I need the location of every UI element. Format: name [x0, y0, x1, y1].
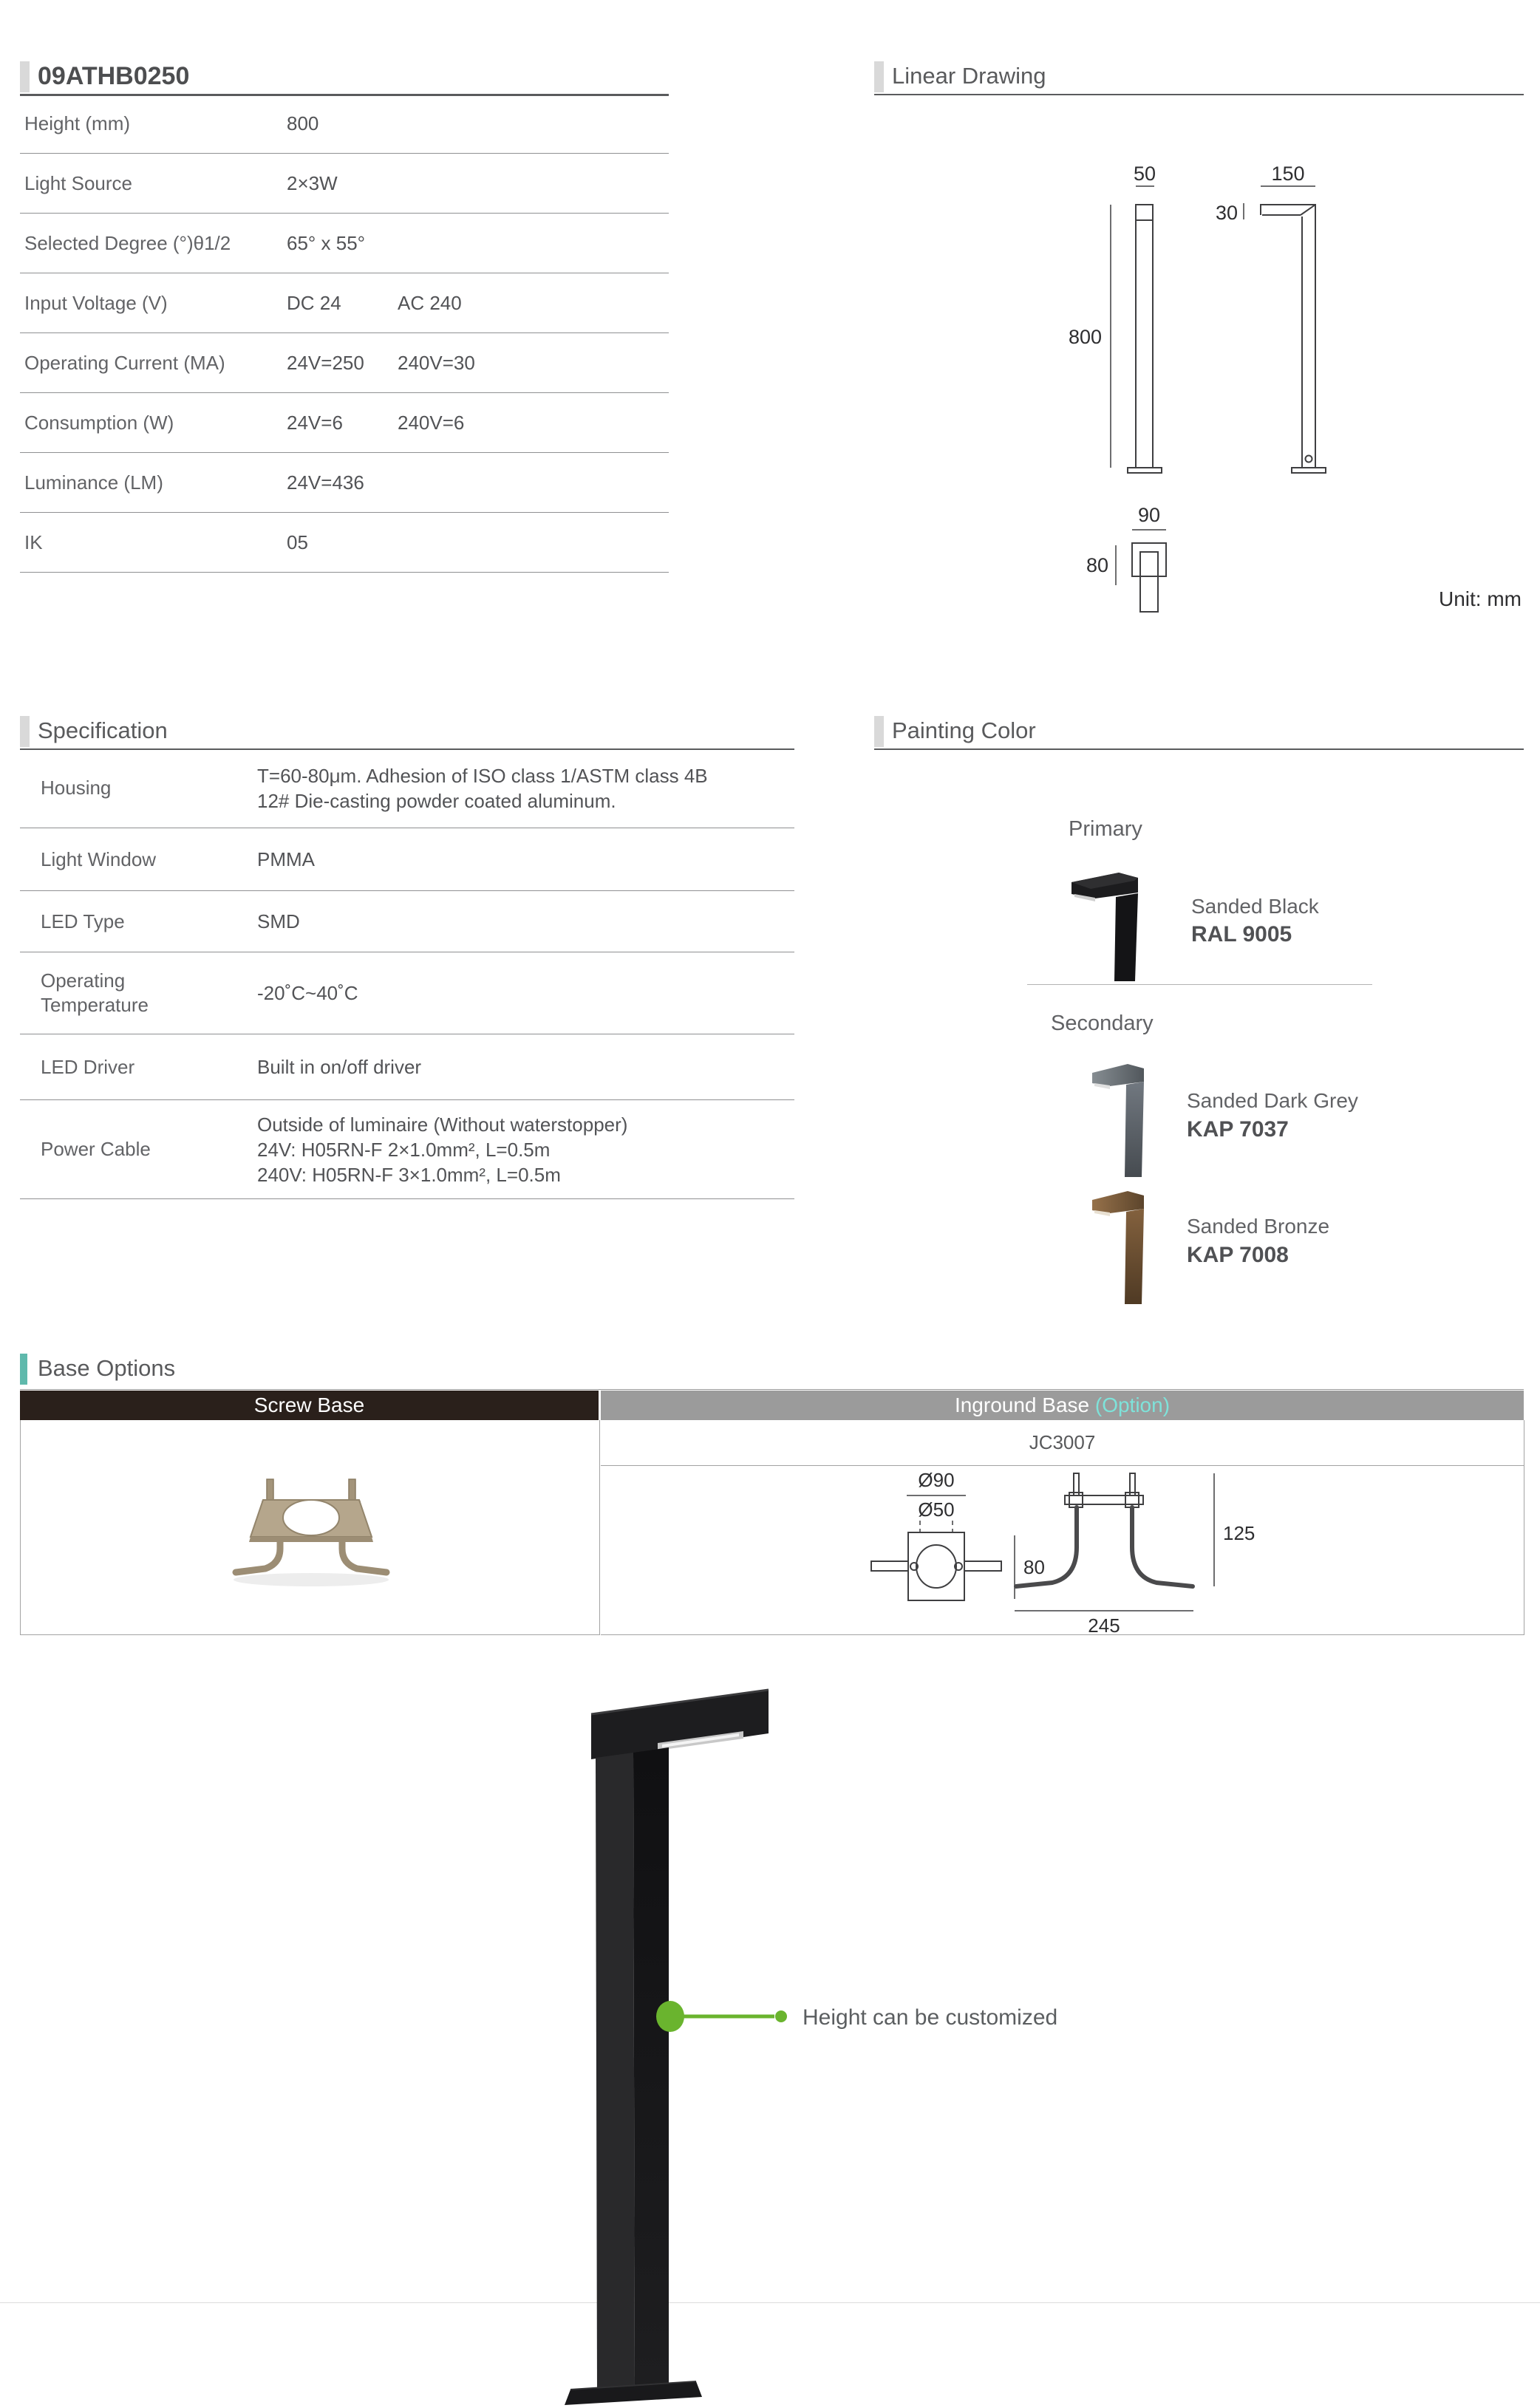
primary-label: Primary: [1069, 817, 1142, 841]
dim-front-width: 50: [1133, 163, 1156, 185]
dim-bracket-height: 125: [1223, 1522, 1255, 1544]
value-line: 24V: H05RN-F 2×1.0mm², L=0.5m: [257, 1138, 551, 1161]
row-value: SMD: [257, 910, 300, 932]
value-line: T=60-80μm. Adhesion of ISO class 1/ASTM class 4B: [257, 764, 708, 787]
side-view: [1065, 1473, 1143, 1507]
row-label: [20, 969, 257, 1017]
section-title: Linear Drawing: [892, 63, 1046, 89]
accent-bar: [20, 716, 30, 747]
accent-bar: [874, 716, 884, 747]
front-view: [1128, 205, 1162, 473]
inground-model-row: [601, 1420, 1524, 1466]
table-row: [20, 333, 669, 393]
accent-bar-teal: [20, 1354, 27, 1385]
table-row: [20, 453, 669, 513]
table-row: [20, 513, 669, 573]
screw-base-cell: [20, 1420, 600, 1635]
shadow: [234, 1573, 389, 1586]
side-view: [1261, 205, 1326, 473]
swatch-code: KAP 7008: [1187, 1243, 1289, 1267]
row-label: Height (mm): [24, 112, 131, 134]
label-line: Temperature: [41, 994, 149, 1016]
swatch-name: Sanded Bronze: [1187, 1215, 1330, 1238]
dim-dia-inner: Ø50: [918, 1498, 955, 1521]
header-rule: [874, 94, 1524, 95]
dim-plate-height: 80: [1023, 1556, 1045, 1578]
inground-base-header: [601, 1391, 1524, 1420]
row-label: Input Voltage (V): [24, 291, 168, 314]
unit-note: Unit: mm: [1439, 587, 1522, 610]
row-label: Housing: [41, 777, 112, 799]
swatch-code: RAL 9005: [1191, 922, 1292, 947]
accent-bar: [20, 61, 30, 92]
plate-edge: [249, 1537, 373, 1542]
table-row: [20, 94, 669, 154]
header-rule: [874, 748, 1524, 750]
table-row: [20, 214, 669, 273]
value-line: 240V: H05RN-F 3×1.0mm², L=0.5m: [257, 1163, 561, 1186]
row-label: LED Type: [41, 910, 125, 932]
inground-model: JC3007: [1029, 1431, 1096, 1453]
label-line: Operating: [41, 969, 126, 992]
callout-marker: [656, 2001, 684, 2032]
row-label: LED Driver: [41, 1055, 135, 1078]
row-value: PMMA: [257, 848, 315, 870]
row-value-2: AC 240: [398, 291, 462, 314]
row-value: 24V=250: [287, 351, 364, 374]
section-title: Specification: [38, 717, 168, 743]
inground-option-label: (Option): [1094, 1394, 1171, 1416]
secondary-label: Secondary: [1051, 1012, 1154, 1035]
swatch-pole: [1125, 1209, 1144, 1304]
swatch-pole: [1114, 893, 1138, 981]
accent-bar: [874, 61, 884, 92]
table-row: [20, 952, 794, 1034]
top-view: [871, 1532, 1001, 1600]
dim-detail-width: 90: [1137, 504, 1161, 526]
row-value-2: 240V=30: [398, 351, 475, 374]
row-label: Power Cable: [41, 1138, 151, 1160]
callout: [656, 2001, 1057, 2032]
row-value: -20˚C~40˚C: [257, 982, 358, 1004]
row-value: 2×3W: [287, 171, 338, 194]
linear-drawing: [874, 103, 1524, 628]
pole-front: [596, 1753, 635, 2393]
table-row: [20, 393, 669, 453]
row-value: 24V=436: [287, 471, 364, 494]
table-row: [20, 154, 669, 214]
section-title: Painting Color: [892, 717, 1036, 743]
row-label: Light Window: [41, 847, 157, 870]
swatch-code: KAP 7037: [1187, 1117, 1289, 1142]
table-row: [20, 748, 794, 828]
row-value: DC 24: [287, 291, 341, 314]
inground-drawing: [601, 1466, 1524, 1634]
row-value-2: 240V=6: [398, 411, 465, 434]
product-spec-table: [20, 94, 669, 573]
row-label: Selected Degree (°)θ1/2: [24, 231, 231, 254]
inground-base-header-label: Inground Base: [954, 1394, 1090, 1416]
row-label: IK: [24, 531, 43, 553]
swatch-name: Sanded Black: [1191, 895, 1319, 918]
callout-text: Height can be customized: [803, 2005, 1058, 2030]
specification-table: [20, 748, 794, 1199]
swatch-head: [1092, 1191, 1144, 1213]
screw-base-image: [222, 1472, 400, 1605]
row-label: Operating Current (MA): [24, 351, 225, 374]
row-value: 24V=6: [287, 411, 343, 434]
swatch-head: [1092, 1064, 1144, 1086]
row-value: [257, 763, 708, 814]
dim-detail-height: 80: [1086, 554, 1108, 576]
swatch-pole: [1125, 1082, 1144, 1177]
plate-hole: [283, 1500, 339, 1535]
row-value: 05: [287, 531, 308, 553]
table-row: [20, 1034, 794, 1100]
detail-view: [1132, 543, 1166, 612]
dim-side-width: 150: [1271, 163, 1305, 185]
row-label: Consumption (W): [24, 411, 174, 434]
table-row: [20, 891, 794, 952]
dim-head-height: 30: [1215, 202, 1238, 224]
table-row: [20, 273, 669, 333]
swatch-grey-bollard: [1091, 1063, 1146, 1177]
row-label: Luminance (LM): [24, 471, 163, 494]
dim-dia-outer: Ø90: [918, 1469, 955, 1491]
head: [591, 1690, 769, 1759]
screw-base-header-label: Screw Base: [253, 1394, 365, 1416]
swatch-bronze-bollard: [1091, 1190, 1146, 1304]
row-value: 65° x 55°: [287, 231, 366, 254]
swatch-black-bollard: [1070, 870, 1140, 981]
pole-side: [633, 1747, 669, 2391]
dim-bracket-width: 245: [1088, 1614, 1120, 1634]
front-view-dims: [1111, 186, 1154, 468]
row-value: Built in on/off driver: [257, 1056, 422, 1078]
callout-dot: [775, 2010, 787, 2022]
dim-height: 800: [1068, 326, 1102, 348]
swatch-name: Sanded Dark Grey: [1187, 1089, 1358, 1112]
row-value: 800: [287, 112, 319, 134]
screw-base-header: [20, 1391, 599, 1420]
table-row: [20, 828, 794, 891]
product-photo: [502, 1655, 1108, 2408]
row-label: Light Source: [24, 171, 132, 194]
table-row: [20, 1100, 794, 1199]
primary-secondary-divider: [1027, 984, 1372, 985]
value-line: 12# Die-casting powder coated aluminum.: [257, 789, 616, 812]
header-rule: [20, 1389, 1524, 1390]
value-line: Outside of luminaire (Without waterstopper): [257, 1113, 628, 1136]
section-title: Base Options: [38, 1355, 176, 1381]
hidden-lines: [920, 1521, 953, 1532]
inground-base-cell: [601, 1420, 1524, 1635]
page-title: 09ATHB0250: [38, 62, 190, 90]
row-value: [257, 1112, 627, 1187]
